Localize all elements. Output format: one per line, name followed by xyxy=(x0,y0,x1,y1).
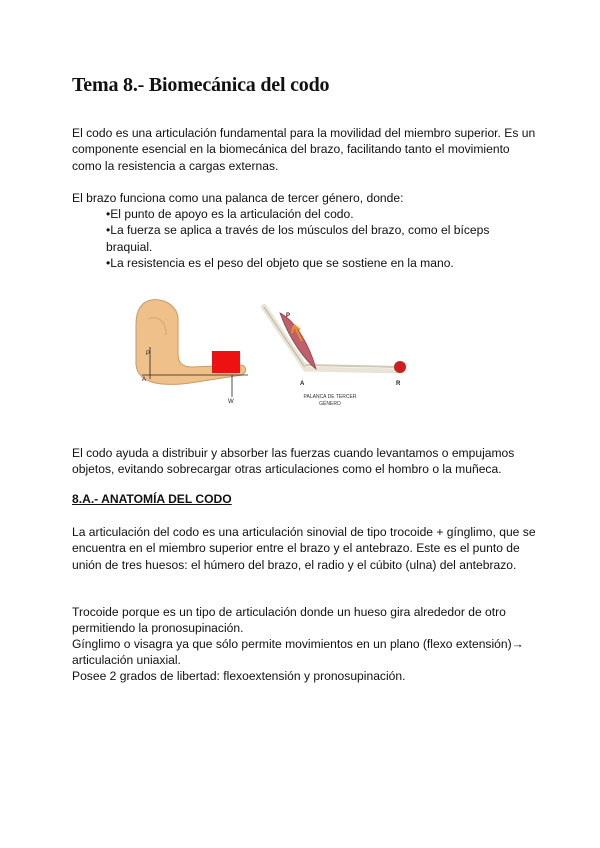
anatomy-paragraph: La articulación del codo es una articulación sinovial de tipo trocoide + gínglimo, que se encuentra en el miembro superior entre el brazo y el antebrazo. Este es el punto de unión de tres huesos: el húmero del brazo, el radio y el cúbito (ulna) del antebrazo. xyxy=(72,525,536,572)
label-w: W xyxy=(228,399,234,405)
forces-paragraph: El codo ayuda a distribuir y absorber las fuerzas cuando levantamos o empujamos objetos, evitando sobrecargar otras articulaciones como el hombro o la muñeca. xyxy=(72,446,515,477)
skeletal-arm-illustration xyxy=(264,307,406,407)
flexed-arm-illustration xyxy=(136,300,248,405)
figure-caption-line-1: PALANCA DE TERCER xyxy=(303,394,357,400)
grados-line: Posee 2 grados de libertad: flexoextensión y pronosupinación. xyxy=(72,669,406,683)
intro-paragraph: El codo es una articulación fundamental para la movilidad del miembro superior. Es un componente esencial en la biomecánica del brazo, facilitando tanto el movimiento como la resistencia a cargas externas. xyxy=(72,126,536,173)
list-item: • El punto de apoyo es la articulación del codo. xyxy=(106,206,526,222)
ball-weight xyxy=(394,361,406,373)
label-a-right: A xyxy=(300,381,305,387)
list-item: • La resistencia es el peso del objeto que se sostiene en la mano. xyxy=(106,255,526,271)
section-heading: 8.A.- ANATOMÍA DEL CODO xyxy=(72,492,232,506)
label-r: R xyxy=(396,381,401,387)
ginglimo-line: Gínglimo o visagra ya que sólo permite movimientos en un plano (flexo extensión)→ articulación uniaxial. xyxy=(72,637,524,668)
weight-block xyxy=(212,351,240,373)
elbow-lever-figure xyxy=(130,295,420,415)
label-a-left: A xyxy=(142,377,147,383)
label-p-right: P xyxy=(286,313,291,319)
page-title: Tema 8.- Biomecánica del codo xyxy=(72,74,330,96)
lever-points-list xyxy=(106,206,526,271)
list-item: • La fuerza se aplica a través de los músculos del brazo, como el bíceps braquial. xyxy=(106,222,526,255)
figure-caption-line-2: GÉNERO xyxy=(319,401,341,407)
trocoide-line: Trocoide porque es un tipo de articulación donde un hueso gira alrededor de otro permitiendo la pronosupinación. xyxy=(72,605,506,636)
lever-intro: El brazo funciona como una palanca de tercer género, donde: xyxy=(72,191,404,205)
label-p-left: P xyxy=(146,351,151,357)
